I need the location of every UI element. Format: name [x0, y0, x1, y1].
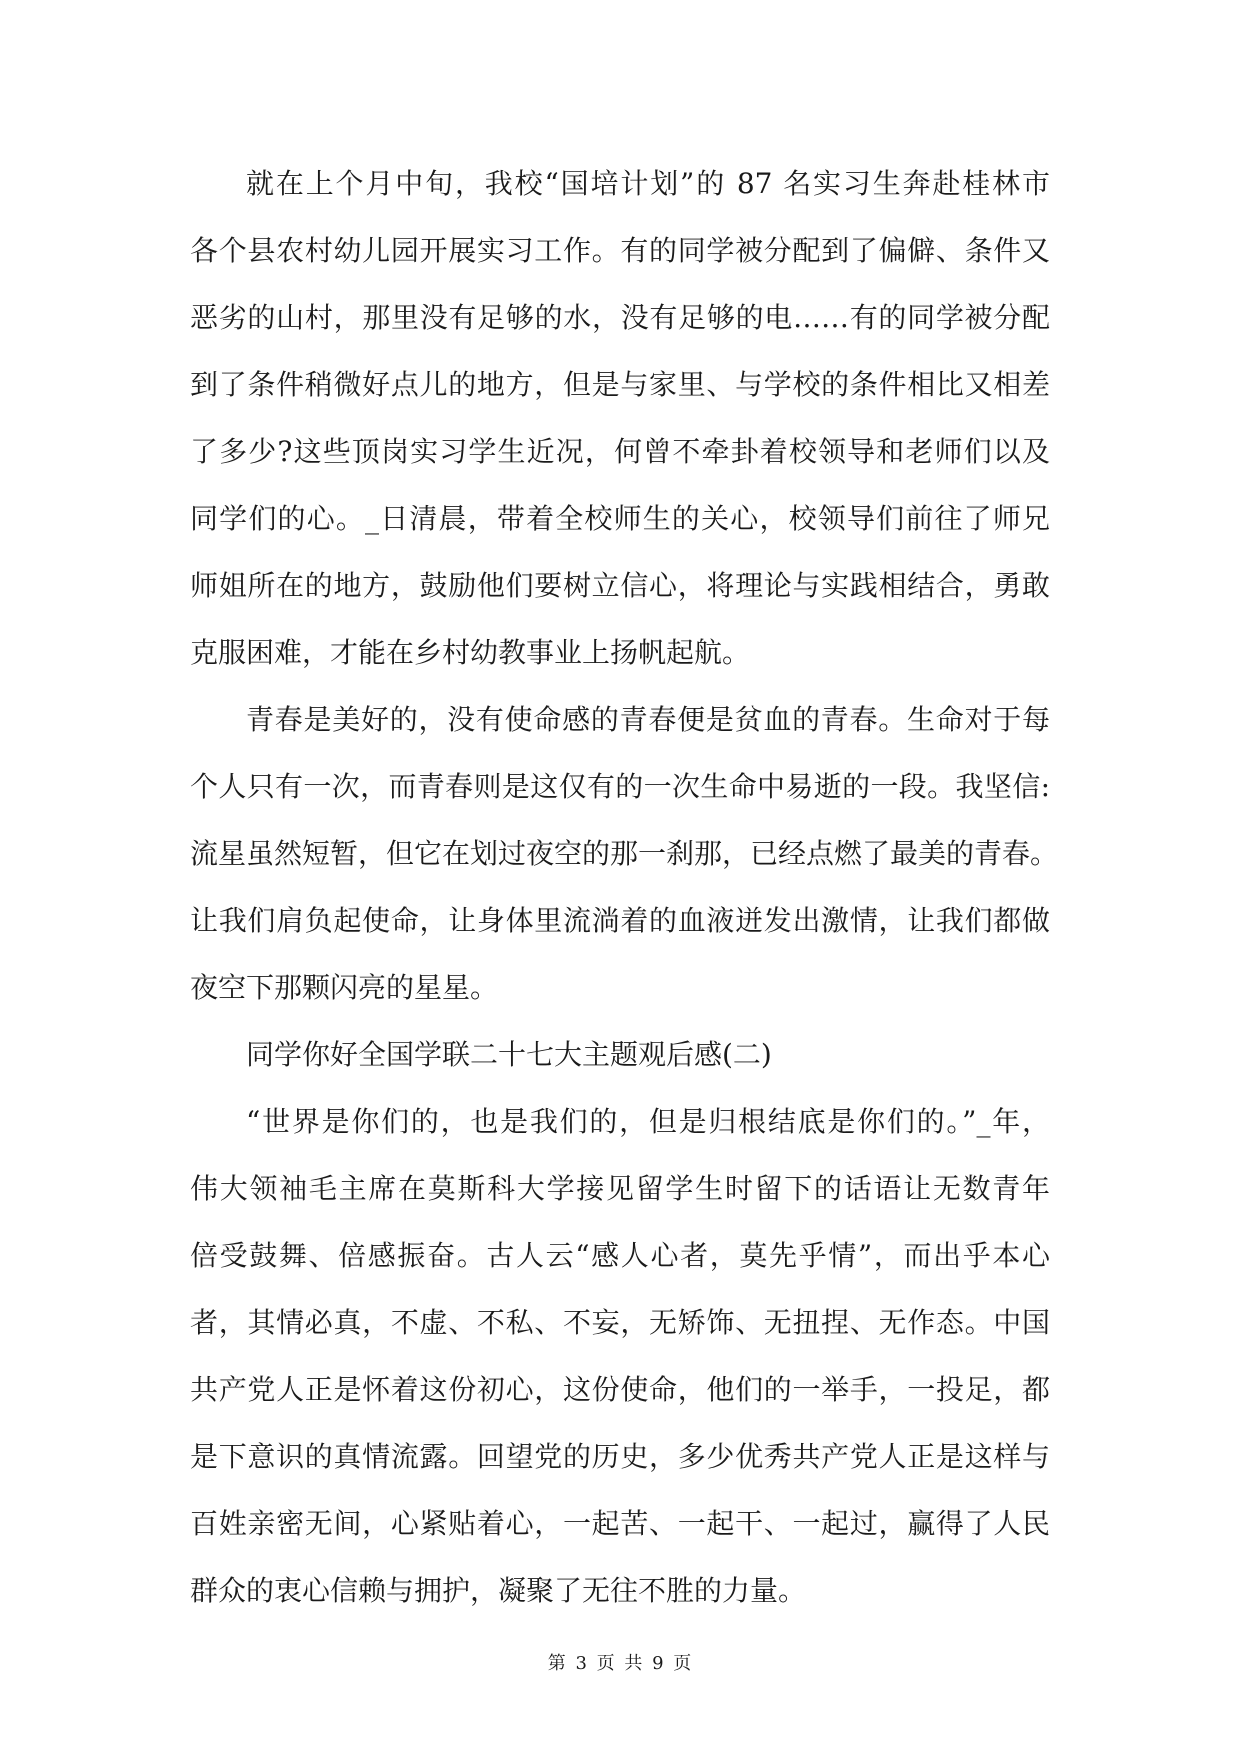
heading-line: 同学你好全国学联二十七大主题观后感(二): [246, 1038, 772, 1071]
paragraph-line: 了多少?这些顶岗实习学生近况，何曾不牵卦着校领导和老师们以及: [190, 435, 1050, 468]
paragraph-line: 伟大领袖毛主席在莫斯科大学接见留学生时留下的话语让无数青年: [190, 1172, 1050, 1205]
paragraph-line: 夜空下那颗闪亮的星星。: [190, 971, 499, 1004]
paragraph-line: 克服困难，才能在乡村幼教事业上扬帆起航。: [190, 636, 751, 669]
paragraph-line: 百姓亲密无间，心紧贴着心，一起苦、一起干、一起过，赢得了人民: [190, 1507, 1050, 1540]
paragraph-line: 倍受鼓舞、倍感振奋。古人云“感人心者，莫先乎情”，而出乎本心: [190, 1239, 1050, 1272]
paragraph-line: 共产党人正是怀着这份初心，这份使命，他们的一举手，一投足，都: [190, 1373, 1050, 1406]
paragraph-line: 群众的衷心信赖与拥护，凝聚了无往不胜的力量。: [190, 1574, 807, 1607]
page-number-footer: 第 3 页 共 9 页: [547, 1653, 694, 1674]
paragraph-line: 让我们肩负起使命，让身体里流淌着的血液迸发出激情，让我们都做: [190, 904, 1050, 937]
paragraph-line: 就在上个月中旬，我校“国培计划”的 87 名实习生奔赴桂林市: [246, 167, 1050, 200]
paragraph-2: [190, 686, 1059, 1021]
paragraph-line: 是下意识的真情流露。回望党的历史，多少优秀共产党人正是这样与: [190, 1440, 1050, 1473]
paragraph-line: 流星虽然短暂，但它在划过夜空的那一刹那，已经点燃了最美的青春。: [190, 837, 1059, 870]
paragraph-line: 恶劣的山村，那里没有足够的水，没有足够的电……有的同学被分配: [190, 301, 1050, 334]
paragraph-3: [190, 1088, 1050, 1624]
paragraph-line: 师姐所在的地方，鼓励他们要树立信心，将理论与实践相结合，勇敢: [190, 569, 1050, 602]
paragraph-line: 者，其情必真，不虚、不私、不妄，无矫饰、无扭捏、无作态。中国: [190, 1306, 1050, 1339]
section-heading: [190, 1021, 1050, 1088]
paragraph-line: 各个县农村幼儿园开展实习工作。有的同学被分配到了偏僻、条件又: [190, 234, 1050, 267]
paragraph-1: [190, 150, 1050, 686]
paragraph-line: 到了条件稍微好点儿的地方，但是与家里、与学校的条件相比又相差: [190, 368, 1050, 401]
paragraph-line: 同学们的心。_日清晨，带着全校师生的关心，校领导们前往了师兄: [190, 502, 1050, 535]
paragraph-line: 青春是美好的，没有使命感的青春便是贫血的青春。生命对于每: [246, 703, 1050, 736]
paragraph-line: 个人只有一次，而青春则是这仅有的一次生命中易逝的一段。我坚信:: [190, 770, 1050, 803]
paragraph-line: “世界是你们的，也是我们的，但是归根结底是你们的。”_年，: [246, 1105, 1050, 1138]
